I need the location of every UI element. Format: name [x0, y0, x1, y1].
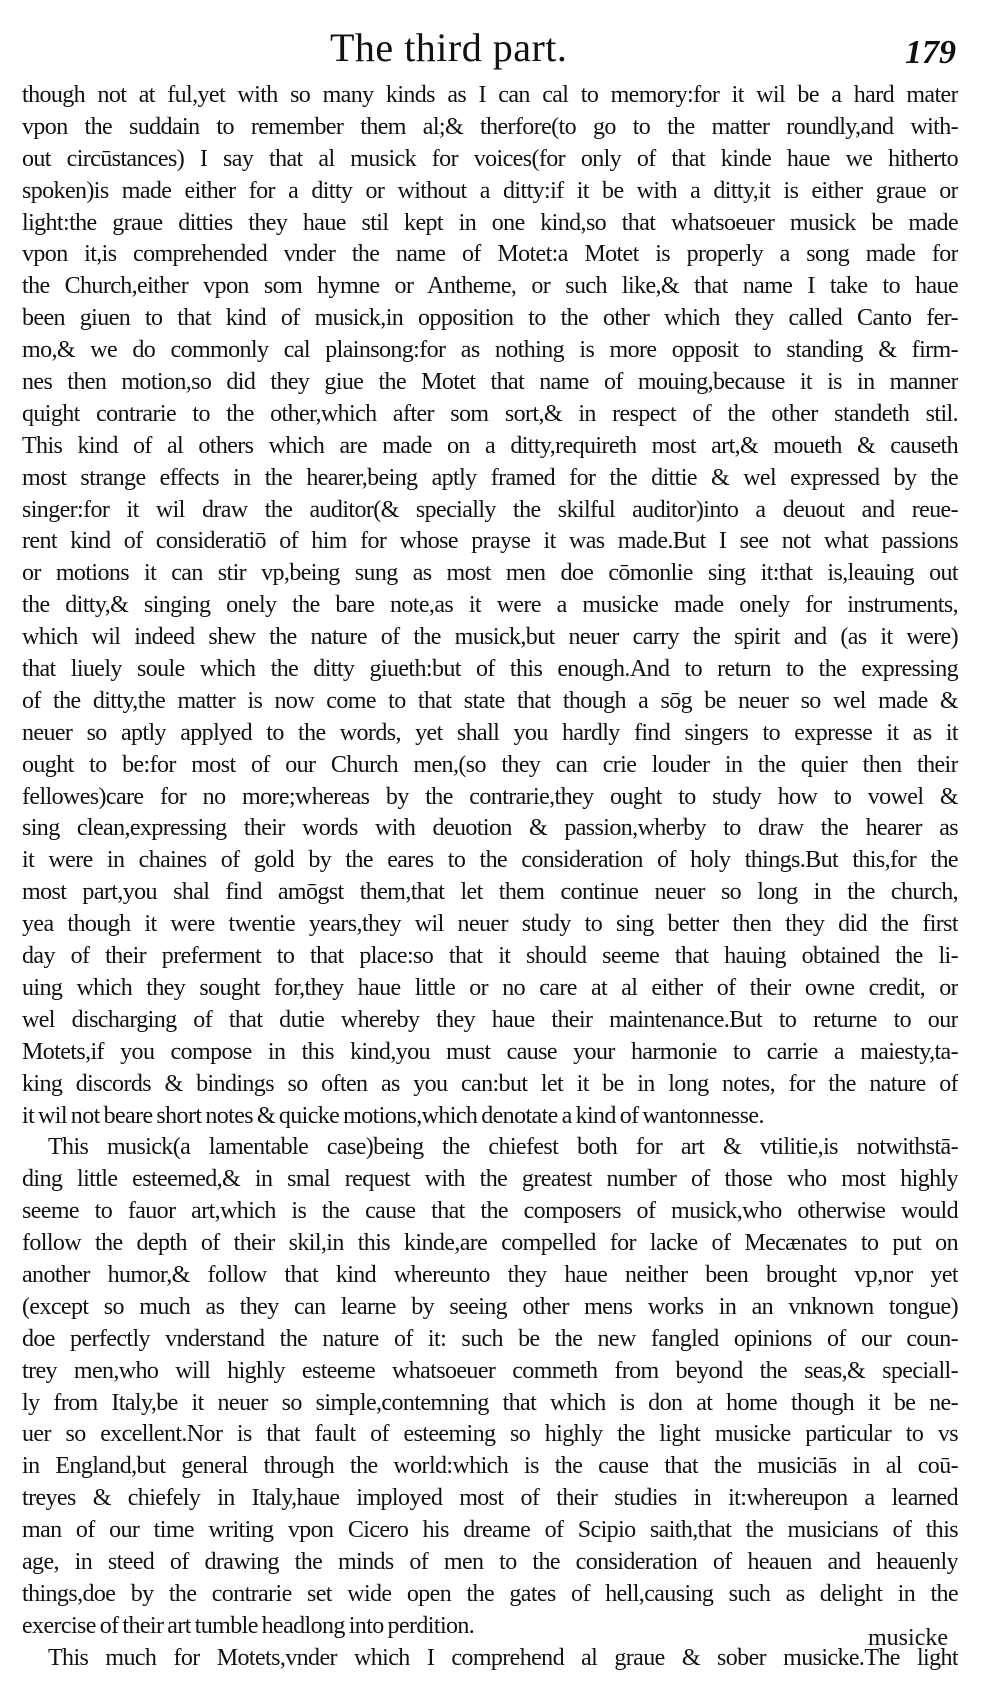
- text-line: out circūstances) I say that al musick for voices(for only of that kinde haue we hitherto: [22, 145, 958, 172]
- text-line: uing which they sought for,they haue little or no care at al either of their owne credit, or: [22, 974, 958, 1001]
- text-line: another humor,& follow that kind whereunto they haue neither been brought vp,nor yet: [22, 1261, 958, 1288]
- text-line: of the ditty,the matter is now come to that state that though a sōg be neuer so wel made &: [22, 687, 958, 714]
- running-head: The third part.: [330, 25, 568, 70]
- text-line: fellowes)care for no more;whereas by the contrarie,they ought to study how to vowel &: [22, 783, 958, 810]
- text-line: neuer so aptly applyed to the words, yet shall you hardly find singers to expresse it as it: [22, 719, 958, 746]
- text-line: the ditty,& singing onely the bare note,as it were a musicke made onely for instruments,: [22, 592, 958, 619]
- text-line: yea though it were twentie years,they wil neuer study to sing better then they did the first: [22, 911, 958, 938]
- text-line: This kind of al others which are made on a ditty,requireth most art,& moueth & causeth: [22, 432, 958, 459]
- text-line: quight contrarie to the other,which after som sort,& in respect of the other standeth stil.: [22, 400, 958, 427]
- text-line: ding little esteemed,& in smal request with the greatest number of those who most highly: [22, 1166, 958, 1193]
- text-line: ly from Italy,be it neuer so simple,contemning that which is don at home though it be ne-: [22, 1389, 958, 1416]
- text-line: exercise of their art tumble headlong into perdition.: [22, 1612, 475, 1639]
- text-line: vpon the suddain to remember them al;& therfore(to go to the matter roundly,and with-: [22, 113, 958, 140]
- text-line: it wil not beare short notes & quicke motions,which denotate a kind of wantonnesse.: [22, 1102, 764, 1129]
- text-line: day of their preferment to that place:so that it should seeme that hauing obtained the li-: [22, 943, 958, 970]
- text-line: man of our time writing vpon Cicero his dreame of Scipio saith,that the musicians of this: [22, 1517, 958, 1544]
- text-line: This much for Motets,vnder which I comprehend al graue & sober musicke.The light: [48, 1644, 958, 1671]
- text-line: nes then motion,so did they giue the Motet that name of mouing,because it is in manner: [22, 369, 958, 396]
- text-line: ought to be:for most of our Church men,(so they can crie louder in the quier then their: [22, 751, 958, 778]
- text-line: which wil indeed shew the nature of the musick,but neuer carry the spirit and (as it were): [22, 624, 958, 651]
- text-line: or motions it can stir vp,being sung as most men doe cōmonlie sing it:that is,leauing out: [22, 560, 958, 587]
- text-line: doe perfectly vnderstand the nature of it: such be the new fangled opinions of our coun-: [22, 1325, 958, 1352]
- text-line: sing clean,expressing their words with deuotion & passion,wherby to draw the hearer as: [22, 815, 958, 842]
- text-line: singer:for it wil draw the auditor(& specially the skilful auditor)into a deuout and reue-: [22, 496, 958, 523]
- text-line: seeme to fauor art,which is the cause that the composers of musick,who otherwise would: [22, 1198, 958, 1225]
- text-line: wel discharging of that dutie whereby they haue their maintenance.But to returne to our: [22, 1006, 958, 1033]
- text-line: king discords & bindings so often as you can:but let it be in long notes, for the nature of: [22, 1070, 958, 1097]
- text-line: most part,you shal find amōgst them,that let them continue neuer so long in the church,: [22, 879, 958, 906]
- text-line: mo,& we do commonly cal plainsong:for as nothing is more opposit to standing & firm-: [22, 337, 958, 364]
- text-line: in England,but general through the world:which is the cause that the musiciās in al coū-: [22, 1453, 958, 1480]
- page-header: [0, 18, 984, 78]
- text-line: most strange effects in the hearer,being aptly framed for the dittie & wel expressed by the: [22, 464, 958, 491]
- text-line: light:the graue ditties they haue stil kept in one kind,so that whatsoeuer musick be made: [22, 209, 958, 236]
- text-line: vpon it,is comprehended vnder the name of Motet:a Motet is properly a song made for: [22, 241, 958, 268]
- text-line: trey men,who will highly esteeme whatsoeuer commeth from beyond the seas,& speciall-: [22, 1357, 958, 1384]
- text-line: follow the depth of their skil,in this kinde,are compelled for lacke of Mecænates to put on: [22, 1230, 958, 1257]
- text-line: though not at ful,yet with so many kinds as I can cal to memory:for it wil be a hard mater: [22, 82, 958, 108]
- text-line: spoken)is made either for a ditty or without a ditty:if it be with a ditty,it is either graue or: [22, 177, 958, 204]
- catchword: musicke: [868, 1625, 948, 1651]
- text-line: been giuen to that kind of musick,in opposition to the other which they called Canto fer-: [22, 305, 958, 332]
- text-line: uer so excellent.Nor is that fault of esteeming so highly the light musicke particular to vs: [22, 1421, 958, 1448]
- text-line: Motets,if you compose in this kind,you must cause your harmonie to carrie a maiesty,ta-: [22, 1038, 958, 1065]
- text-line: rent kind of consideratiō of him for whose prayse it was made.But I see not what passions: [22, 528, 958, 555]
- text-line: the Church,either vpon som hymne or Antheme, or such like,& that name I take to haue: [22, 273, 958, 300]
- text-line: age, in steed of drawing the minds of men to the consideration of heauen and heauenly: [22, 1548, 958, 1575]
- text-line: (except so much as they can learne by seeing other mens works in an vnknown tongue): [22, 1293, 958, 1320]
- text-line: things,doe by the contrarie set wide open the gates of hell,causing such as delight in the: [22, 1580, 958, 1607]
- text-line: treyes & chiefely in Italy,haue imployed most of their studies in it:whereupon a learned: [22, 1485, 958, 1512]
- page-number: 179: [905, 34, 956, 71]
- body-text: [22, 80, 958, 1675]
- text-line: it were in chaines of gold by the eares to the consideration of holy things.But this,for the: [22, 847, 958, 874]
- text-line: that liuely soule which the ditty giueth:but of this enough.And to return to the expressing: [22, 656, 958, 683]
- text-line: This musick(a lamentable case)being the chiefest both for art & vtilitie,is notwithstā-: [48, 1134, 958, 1161]
